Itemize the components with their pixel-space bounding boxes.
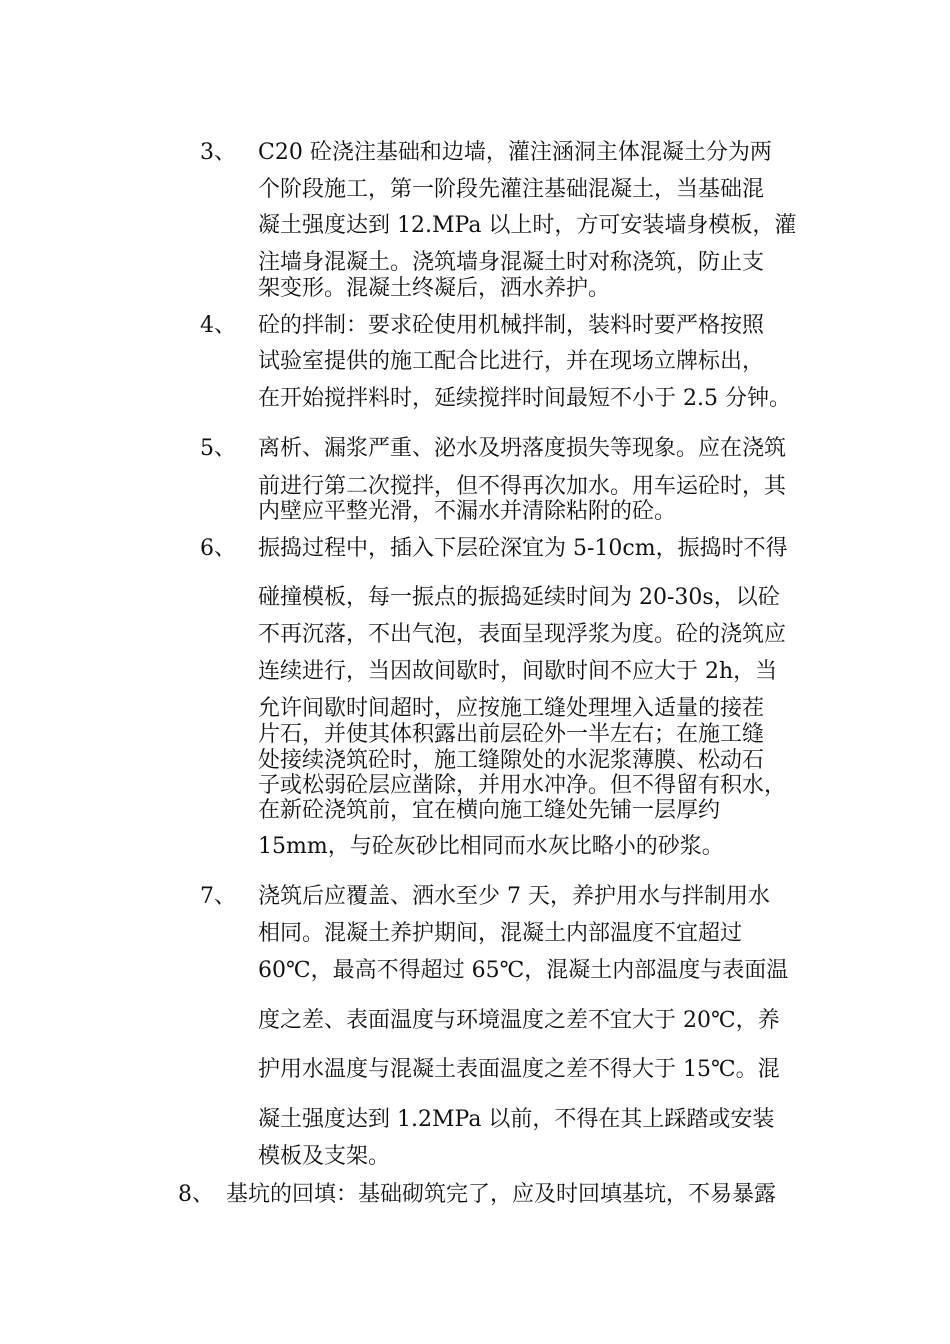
paragraph-line: 内壁应平整光滑，不漏水并清除粘附的砼。: [258, 499, 677, 524]
paragraph-line: 片石，并使其体积露出前层砼外一半左右；在施工缝: [258, 722, 765, 747]
paragraph-line: 前进行第二次搅拌，但不得再次加水。用车运砼时，其: [258, 474, 787, 499]
paragraph-line: 在新砼浇筑前，宜在横向施工缝处先铺一层厚约: [258, 798, 721, 823]
paragraph-line: 处接续浇筑砼时，施工缝隙处的水泥浆薄膜、松动石: [258, 748, 765, 773]
paragraph-line: 15mm，与砼灰砂比相同而水灰比略小的砂浆。: [258, 834, 724, 859]
paragraph-line: 碰撞模板，每一振点的振捣延续时间为 20-30s，以砼: [258, 585, 780, 610]
item-number: 7、: [200, 884, 236, 909]
paragraph-line: 个阶段施工，第一阶段先灌注基础混凝土，当基础混: [258, 177, 765, 202]
item-number: 5、: [200, 436, 236, 461]
paragraph-line: C20 砼浇注基础和边墙，灌注涵洞主体混凝土分为两: [258, 140, 772, 165]
paragraph-line: 凝土强度达到 12.MPa 以上时，方可安装墙身模板，灌: [258, 213, 797, 238]
paragraph-line: 度之差、表面温度与环境温度之差不宜大于 20℃，养: [258, 1008, 780, 1033]
paragraph-line: 子或松弱砼层应凿除，并用水冲净。但不得留有积水，: [258, 773, 787, 798]
paragraph-line: 60℃，最高不得超过 65℃，混凝土内部温度与表面温: [258, 958, 789, 983]
paragraph-line: 离析、漏浆严重、泌水及坍落度损失等现象。应在浇筑: [258, 436, 787, 461]
item-number: 6、: [200, 536, 236, 561]
paragraph-line: 注墙身混凝土。浇筑墙身混凝土时对称浇筑，防止支: [258, 250, 765, 275]
paragraph-line: 不再沉落，不出气泡，表面呈现浮浆为度。砼的浇筑应: [258, 622, 787, 647]
paragraph-line: 架变形。混凝土终凝后，洒水养护。: [258, 276, 611, 301]
item-number: 4、: [200, 313, 236, 338]
paragraph-line: 连续进行，当因故间歇时，间歇时间不应大于 2h，当: [258, 659, 778, 684]
paragraph-line: 模板及支架。: [258, 1144, 391, 1169]
paragraph-line: 相同。混凝土养护期间，混凝土内部温度不宜超过: [258, 921, 743, 946]
item-number: 8、: [178, 1182, 214, 1207]
paragraph-line: 允许间歇时间超时，应按施工缝处理埋入适量的接茬: [258, 696, 765, 721]
paragraph-line: 浇筑后应覆盖、洒水至少 7 天，养护用水与拌制用水: [258, 884, 770, 909]
paragraph-line: 试验室提供的施工配合比进行，并在现场立牌标出，: [258, 349, 765, 374]
paragraph-line: 护用水温度与混凝土表面温度之差不得大于 15℃。混: [258, 1057, 780, 1082]
paragraph-line: 基坑的回填：基础砌筑完了，应及时回填基坑，不易暴露: [226, 1182, 777, 1207]
paragraph-line: 砼的拌制：要求砼使用机械拌制，装料时要严格按照: [258, 313, 765, 338]
item-number: 3、: [200, 140, 236, 165]
paragraph-line: 在开始搅拌料时，延续搅拌时间最短不小于 2.5 分钟。: [258, 386, 791, 411]
paragraph-line: 振捣过程中，插入下层砼深宜为 5-10cm，振捣时不得: [258, 536, 788, 561]
paragraph-line: 凝土强度达到 1.2MPa 以前，不得在其上踩踏或安装: [258, 1107, 775, 1132]
